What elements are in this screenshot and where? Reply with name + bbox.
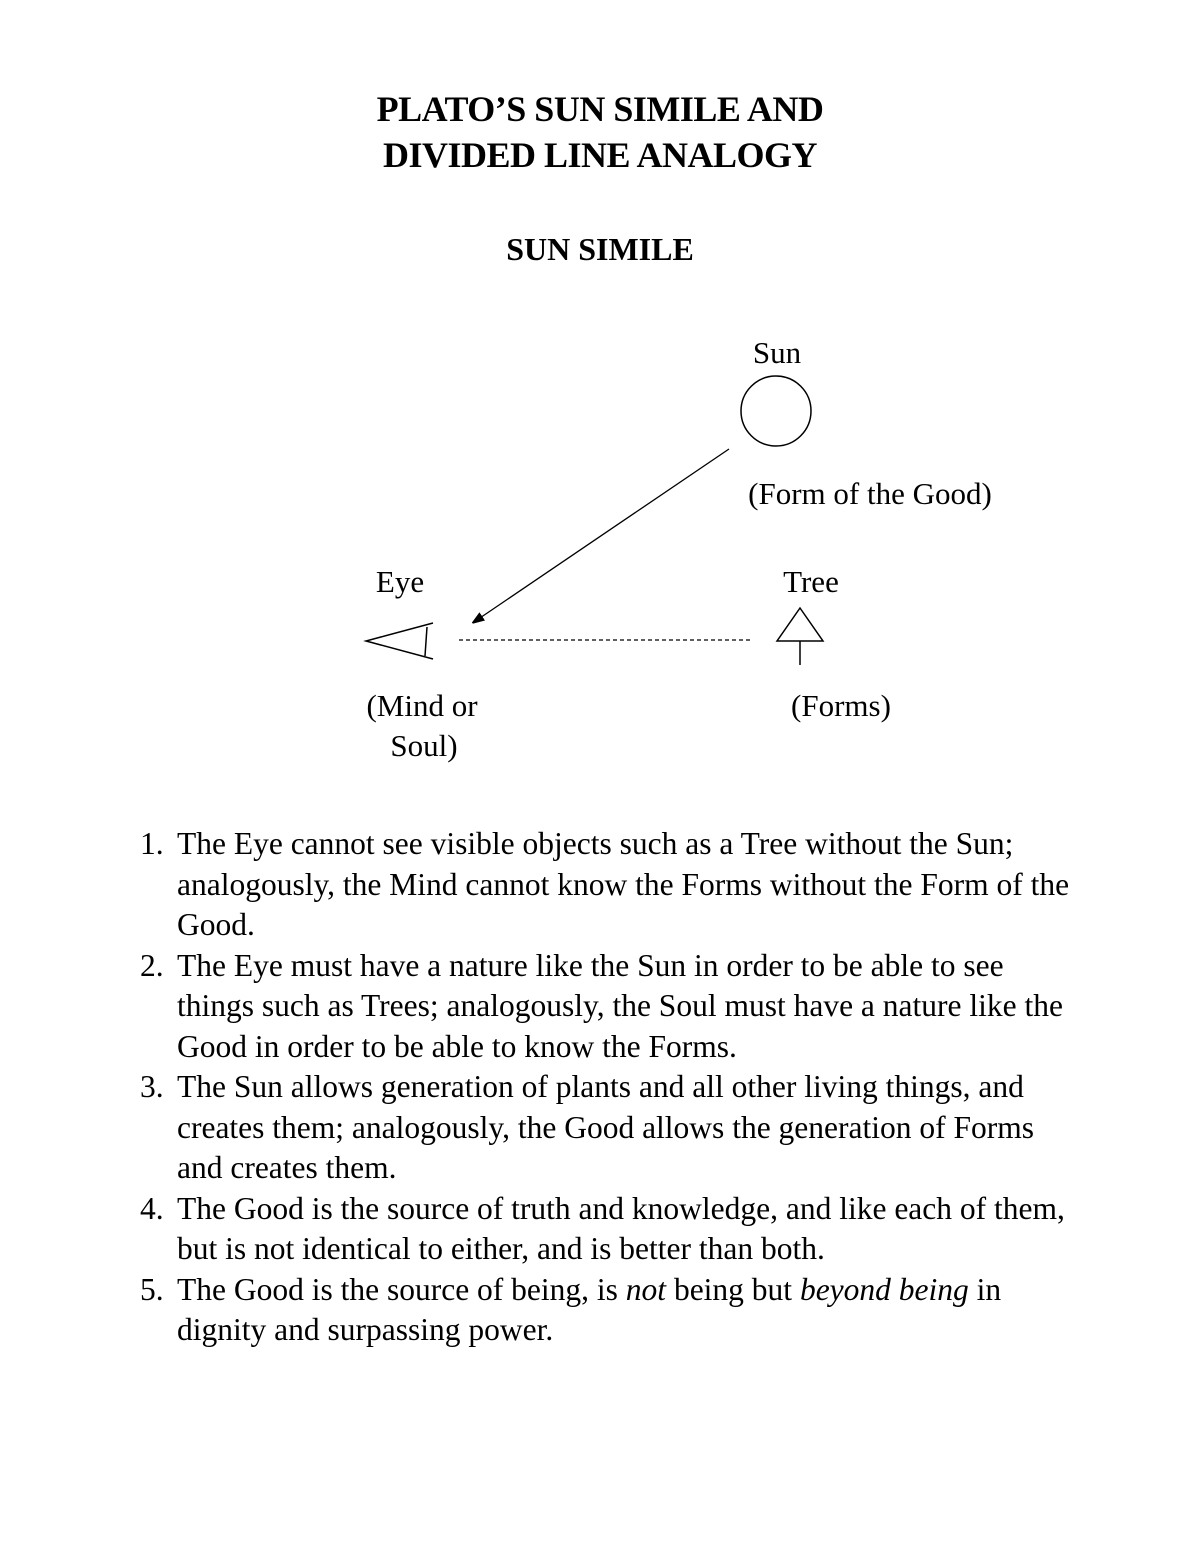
eye-label: Eye: [375, 564, 425, 599]
title-line-1: PLATO’S SUN SIMILE AND: [376, 89, 824, 129]
list-item-text: being but: [666, 1271, 800, 1307]
list-item: [0, 1067, 1077, 1189]
illumination-arrow: [474, 449, 729, 622]
tree-label: Tree: [783, 564, 839, 599]
list-item-number: 2.: [140, 947, 164, 983]
emphasized-text: beyond being: [799, 1271, 969, 1307]
section-heading: SUN SIMILE: [506, 231, 694, 267]
sun-simile-points: [0, 824, 1077, 1351]
list-item-number: 5.: [140, 1271, 164, 1307]
list-item: [0, 946, 1077, 1068]
list-item: [0, 824, 1077, 946]
list-item-text: The Sun allows generation of plants and all other living things, and creates them; analogously, the Good allows the generation of Forms and creates them.: [177, 1069, 1034, 1185]
list-item: [0, 1270, 1077, 1351]
title-line-2: DIVIDED LINE ANALOGY: [382, 135, 818, 175]
eye-caption-line-1: (Mind or: [366, 688, 478, 723]
list-item-number: 4.: [140, 1190, 164, 1226]
eye-icon: [366, 623, 433, 659]
eye-caption-line-2: Soul): [390, 728, 458, 763]
tree-icon: [777, 608, 823, 665]
list-item-number: 3.: [140, 1069, 164, 1104]
list-item-text: The Eye cannot see visible objects such as a Tree without the Sun; analogously, the Mind cannot know the Forms without the Form of the Good.: [177, 826, 1070, 942]
list-item-number: 1.: [140, 826, 164, 861]
list-item-text: in dignity and surpassing power.: [177, 1271, 1002, 1347]
sun-label: Sun: [752, 335, 802, 370]
list-item: [0, 1189, 1077, 1270]
list-item-text: The Eye must have a nature like the Sun in order to be able to see things such as Trees; analogously, the Soul must have a nature like the Good in order to be able to know the Forms.: [177, 947, 1063, 1064]
list-item-text: The Good is the source of being, is: [177, 1271, 626, 1307]
sun-caption: (Form of the Good): [748, 476, 992, 511]
sun-icon: [741, 376, 811, 446]
list-item-text: The Good is the source of truth and knowledge, and like each of them, but is not identical to either, and is better than both.: [177, 1190, 1065, 1266]
emphasized-text: not: [625, 1271, 667, 1307]
tree-caption: (Forms): [791, 688, 891, 723]
